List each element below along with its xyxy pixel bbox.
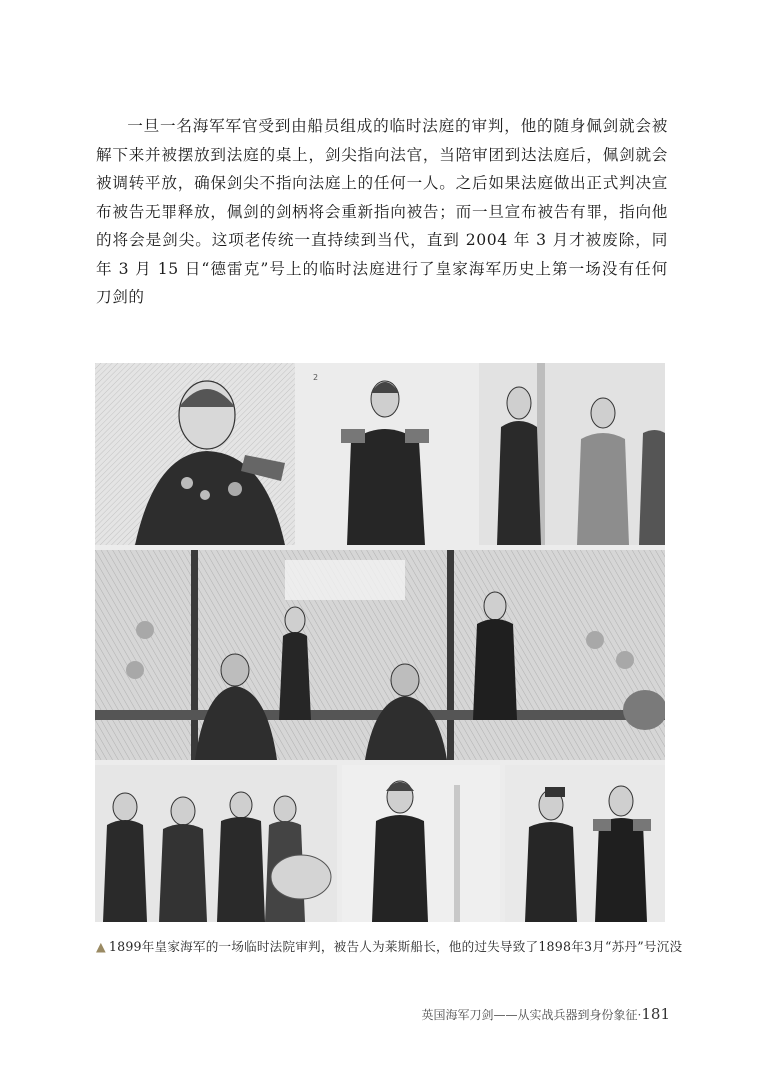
engraving-plate [95, 363, 665, 922]
figure-caption [96, 936, 683, 955]
body-paragraph: 一旦一名海军军官受到由船员组成的临时法庭的审判，他的随身佩剑就会被解下来并被摆放到法庭的桌上，剑尖指向法官，当陪审团到达法庭后，佩剑就会被调转平放，确保剑尖不指向法庭上的任何一人。之后如果法庭做出正式判决宣布被告无罪释放，佩剑的剑柄将会重新指向被告；而一旦宣布被告有罪，指向他的将会是剑尖。这项老传统一直持续到当代，直到 2004 年 3 月才被废除，同年 3 月 15 日“德雷克”号上的临时法庭进行了皇家海军历史上第一场没有任何刀剑的 [96, 117, 668, 306]
page-footer [422, 1005, 670, 1023]
panel-officer-side-view [342, 765, 500, 922]
panel-officer-standing [301, 363, 473, 545]
running-title: 英国海军刀剑——从实战兵器到身份象征· [421, 1008, 642, 1022]
panel-seated-sailors [95, 765, 337, 922]
panel-officers-conversing [505, 765, 665, 922]
panel-number: 2 [313, 373, 319, 382]
panel-court-martial-scene [95, 550, 665, 760]
caption-text: 1899年皇家海军的一场临时法院审判，被告人为莱斯船长，他的过失导致了1898年3月“苏丹”号沉没 [108, 939, 683, 954]
panel-officer-portrait [95, 363, 295, 545]
caption-triangle-icon: ▲ [96, 939, 106, 954]
panel-court-room-figures [479, 363, 665, 545]
page-number: 181 [641, 1005, 670, 1023]
